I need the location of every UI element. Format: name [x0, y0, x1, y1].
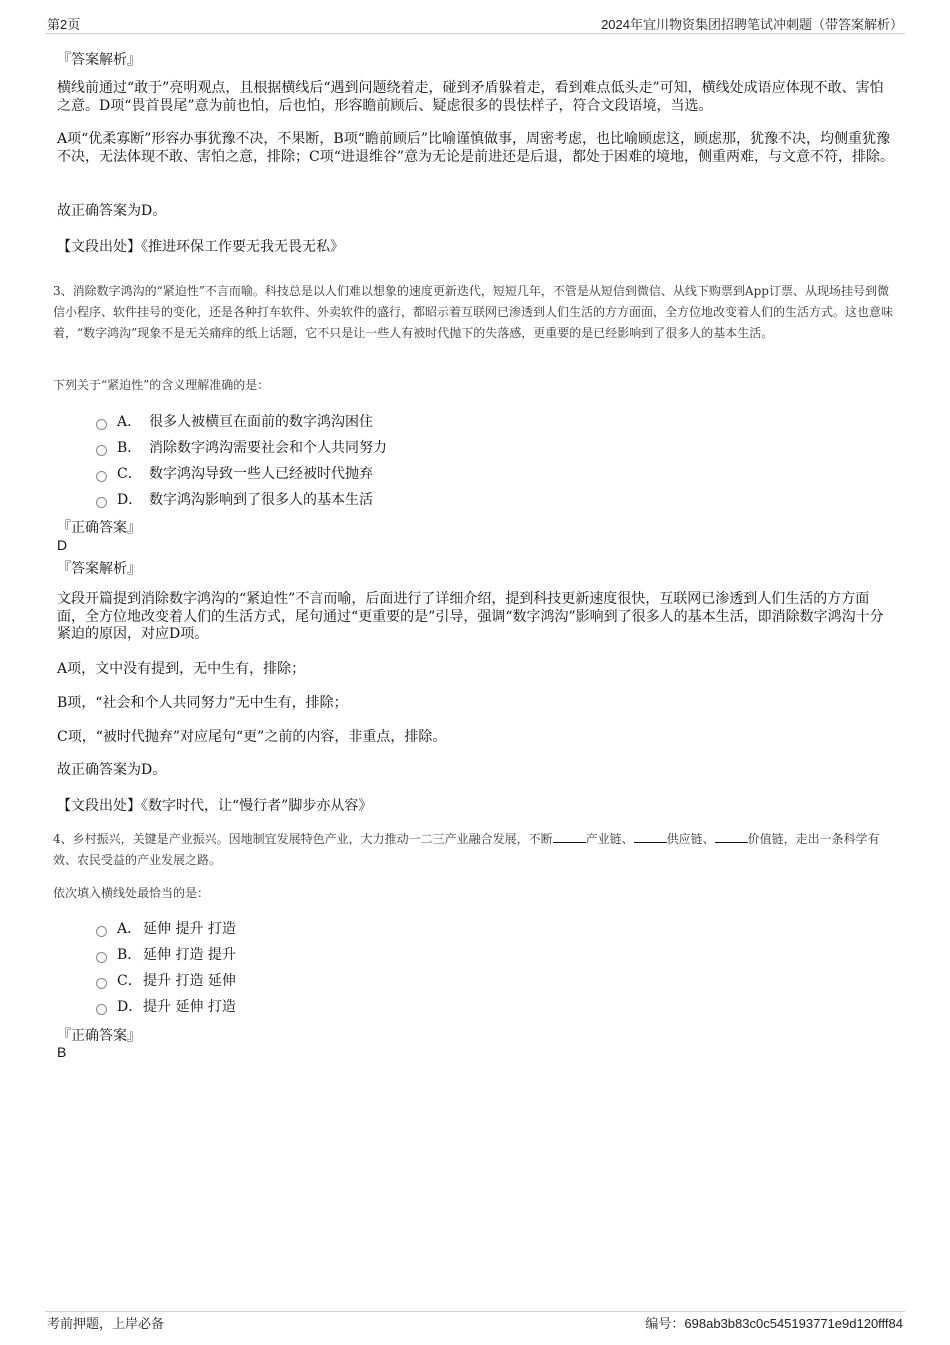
option-b[interactable]: [96, 944, 236, 964]
option-text: 数字鸿沟导致一些人已经被时代抛弃: [149, 466, 373, 482]
fill-blank: [553, 832, 586, 843]
passage-source: 【文段出处】《数字时代，让“慢行者”脚步亦从容》: [57, 798, 373, 814]
option-c[interactable]: [96, 970, 236, 990]
fill-blank: [634, 832, 667, 843]
radio-icon[interactable]: [96, 471, 107, 482]
option-b[interactable]: [96, 437, 387, 457]
analysis-conclusion: 故正确答案为D。: [57, 203, 167, 219]
question-prompt: 下列关于“紧迫性”的含义理解准确的是：: [53, 378, 270, 392]
correct-answer: D: [57, 537, 68, 553]
header-divider: [45, 33, 905, 34]
option-letter: B．: [117, 947, 142, 963]
radio-icon[interactable]: [96, 419, 107, 430]
analysis-conclusion: 故正确答案为D。: [57, 762, 167, 778]
page-number: 第2页: [47, 17, 81, 32]
option-text: 延伸 打造 提升: [143, 947, 236, 963]
analysis-paragraph: 横线前通过“敢于”亮明观点，且根据横线后“遇到问题绕着走，碰到矛盾躲着走，看到难点低头走”可知，横线处成语应体现不敢、害怕之意。D项“畏首畏尾”意为前也怕，后也怕，形容瞻前顾后、疑虑很多的畏怯样子，符合文段语境，当选。: [57, 80, 884, 114]
analysis-paragraph: A项“优柔寡断”形容办事犹豫不决，不果断，B项“瞻前顾后”比喻谨慎做事，周密考虑，也比喻顾虑这，顾虑那，犹豫不决，均侧重犹豫不决，无法体现不敢、害怕之意，排除；C项“进退维谷”意为无论是前进还是后退，都处于困难的境地，侧重两难，与文意不符，排除。: [57, 131, 895, 165]
document-id: 编号：698ab3b83c0c545193771e9d120fff84: [645, 1316, 903, 1331]
option-text: 提升 打造 延伸: [143, 973, 236, 989]
option-d[interactable]: [96, 489, 373, 509]
stem-text: 产业链、: [585, 832, 634, 846]
option-text: 消除数字鸿沟需要社会和个人共同努力: [149, 440, 387, 456]
option-letter: C．: [117, 973, 142, 989]
correct-answer: B: [57, 1044, 67, 1060]
radio-icon[interactable]: [96, 952, 107, 963]
footer-divider: [45, 1311, 905, 1312]
question-stem: 3、消除数字鸿沟的“紧迫性”不言而喻。科技总是以人们难以想象的速度更新迭代，短短几年，不管是从短信到微信、从线下购票到App订票、从现场挂号到微信小程序、软件挂号的变化，还是各种打车软件、外卖软件的盛行，都昭示着互联网已渗透到人们生活的方方面面，全方位地改变着人们的生活方式。这也意味着，“数字鸿沟”现象不是无关痛痒的纸上话题，它不只是让一些人有被时代抛下的失落感，更重要的是已经影响到了很多人的基本生活。: [53, 284, 894, 340]
analysis-paragraph: A项，文中没有提到，无中生有，排除；: [57, 661, 306, 677]
radio-icon[interactable]: [96, 445, 107, 456]
option-letter: D．: [117, 999, 143, 1015]
question-prompt: 依次填入横线处最恰当的是：: [53, 886, 210, 900]
option-a[interactable]: [96, 918, 236, 938]
radio-icon[interactable]: [96, 978, 107, 989]
option-d[interactable]: [96, 996, 236, 1016]
option-text: 很多人被横亘在面前的数字鸿沟困住: [149, 414, 373, 430]
fill-blank: [715, 832, 748, 843]
option-c[interactable]: [96, 463, 373, 483]
option-text: 延伸 提升 打造: [143, 921, 236, 937]
footer-slogan: 考前押题，上岸必备: [47, 1316, 165, 1331]
stem-text: 供应链、: [666, 832, 715, 846]
stem-text: 价值链，走出一条科学有效、农民受益的产业发展之路。: [53, 832, 880, 867]
question-stem: [53, 829, 898, 871]
option-letter: C．: [117, 466, 142, 482]
passage-source: 【文段出处】《推进环保工作要无我无畏无私》: [57, 239, 344, 255]
option-text: 提升 延伸 打造: [143, 999, 236, 1015]
radio-icon[interactable]: [96, 1004, 107, 1015]
option-a[interactable]: [96, 411, 373, 431]
stem-text: 4、乡村振兴，关键是产业振兴。因地制宜发展特色产业，大力推动一二三产业融合发展，不断: [53, 832, 553, 846]
option-text: 数字鸿沟影响到了很多人的基本生活: [149, 492, 373, 508]
option-letter: D．: [117, 492, 143, 508]
correct-answer-label: 『正确答案』: [57, 1028, 141, 1044]
analysis-paragraph: C项，“被时代抛弃”对应尾句“更”之前的内容，非重点，排除。: [57, 729, 447, 745]
radio-icon[interactable]: [96, 926, 107, 937]
radio-icon[interactable]: [96, 497, 107, 508]
analysis-paragraph: 文段开篇提到消除数字鸿沟的“紧迫性”不言而喻，后面进行了详细介绍，提到科技更新速度很快，互联网已渗透到人们生活的方方面面，全方位地改变着人们的生活方式，尾句通过“更重要的是”引导，强调“数字鸿沟”影响到了很多人的基本生活，即消除数字鸿沟十分紧迫的原因，对应D项。: [57, 591, 884, 642]
analysis-label: 『答案解析』: [57, 561, 141, 577]
analysis-label: 『答案解析』: [57, 52, 141, 68]
option-letter: B．: [117, 440, 142, 456]
document-title: 2024年宜川物资集团招聘笔试冲刺题（带答案解析）: [601, 17, 903, 32]
option-letter: A．: [117, 414, 142, 430]
analysis-paragraph: B项，“社会和个人共同努力”无中生有，排除；: [57, 695, 348, 711]
option-letter: A．: [117, 921, 142, 937]
correct-answer-label: 『正确答案』: [57, 520, 141, 536]
